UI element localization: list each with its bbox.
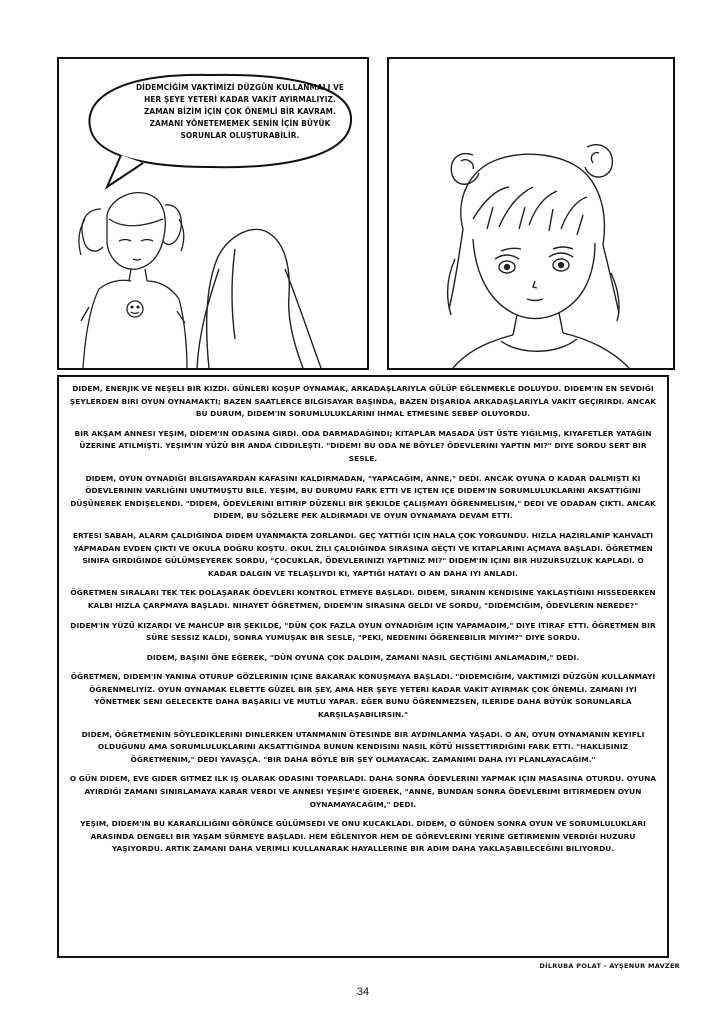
- story-paragraph: DIDEM'IN YÜZÜ KIZARDI VE MAHCUP BIR ŞEKILDE, "DÜN ÇOK FAZLA OYUN OYNADIĞIM IÇIN YAPAMADIM," DIYE ITIRAF ETTI. ÖĞRETMEN BIR SÜRE SESSIZ KALDI, SONRA YUMUŞAK BIR SESLE, "PEKI, NEDENINI ÖĞRENEBILIR MIYIM?" DIYE SORDU.: [70, 620, 656, 643]
- story-paragraph: DIDEM, BAŞINI ÖNE EĞEREK, "DÜN OYUNA ÇOK DALDIM, ZAMANI NASIL GEÇTIĞINI ANLAMADIM," DEDI.: [146, 652, 580, 662]
- author-credit: DİLRUBA POLAT - AYŞENUR MAVZER: [539, 962, 680, 970]
- comic-panel-right: [387, 57, 675, 370]
- story-paragraph: YEŞIM, DIDEM'IN BU KARARLILIĞINI GÖRÜNCE GÜLÜMSEDI VE ONU KUCAKLADI. DIDEM, O GÜNDEN SONRA OYUN VE SORUMLULUKLARI ARASINDA DENGELI BIR YAŞAM SÜRMEYE BAŞLADI. HEM EĞLENIYOR HEM DE GÖREVLERINI YERINE GETIRMENIN VERDIĞI HUZURU YAŞIYORDU. ARTIK ZAMANI DAHA VERIMLI KULLANARAK HAYALLERINE BIR ADIM DAHA YAKLAŞABILECEĞINI BILIYORDU.: [80, 819, 646, 854]
- panel-right-drawing: [389, 59, 673, 368]
- girl-closeup-figure: [448, 145, 629, 368]
- comic-panel-left: [57, 57, 369, 370]
- story-paragraph: ÖĞRETMEN, DIDEM'IN YANINA OTURUP GÖZLERININ IÇINE BAKARAK KONUŞMAYA BAŞLADI. "DIDEMCIĞIM, VAKTIMIZI DÜZGÜN KULLANMAYI ÖĞRENMELIYIZ. OYUN OYNAMAK ELBETTE GÜZEL BIR ŞEY, AMA HER ŞEYE YETERI KADAR VAKIT AYIRMAK ÇOK ÖNEMLI. ZAMANI IYI YÖNETMEK SENI GELECEKTE DAHA BAŞARILI VE MUTLU YAPAR. EĞER BUNU ÖĞRENMEZSEN, ILERIDE DAHA BÜYÜK SORUNLARLA KARŞILAŞABILIRSIN.": [70, 672, 656, 720]
- story-paragraph: O GÜN DIDEM, EVE GIDER GITMEZ ILK IŞ OLARAK ODASINI TOPARLADI. DAHA SONRA ÖDEVLERINI YAPMAK IÇIN MASASINA OTURDU. OYUNA AYIRDIĞI ZAMANI SINIRLAMAYA KARAR VERDI VE ANNESI YEŞIM'E GIDEREK, "ANNE, BUNDAN SONRA ÖDEVLERIMI BITIRMEDEN OYUN OYNAMAYACAĞIM," DEDI.: [69, 774, 657, 809]
- story-paragraph: ERTESI SABAH, ALARM ÇALDIĞINDA DIDEM UYANMAKTA ZORLANDI. GEÇ YATTIĞI IÇIN HALA ÇOK YORGUNDU. HIZLA HAZIRLANIP KAHVALTI YAPMADAN EVDEN ÇIKTI VE OKULA DOĞRU KOŞTU. OKUL ZILI ÇALDIĞINDA SIRASINA GEÇTI VE KITAPLARINI AÇMAYA BAŞLADI. ÖĞRETMEN SINIFA GIRDIĞINDE GÜLÜMSEYEREK SORDU, "ÇOCUKLAR, ÖDEVLERINIZI YAPTINIZ MI?" DIDEM'IN IÇINI BIR HUZURSUZLUK KAPLADI. O KADAR DALGIN VE TELAŞLIYDI KI, YAPTIĞI HATAYI O AN DAHA IYI ANLADI.: [72, 530, 654, 578]
- story-paragraph: DIDEM, OYUN OYNADIĞI BILGISAYARDAN KAFASINI KALDIRMADAN, "YAPACAĞIM, ANNE," DEDI. ANCAK OYUNA O KADAR DALMIŞTI KI ÖDEVLERININ VARLIĞINI UNUTMUŞTU BILE. YEŞIM, BU DURUMU FARK ETTI VE IÇTEN IÇE DIDEM'IN SORUMLULUKLARINI AKSATTIĞINI DÜŞÜNEREK ENDIŞELENDI. "DIDEM, ÖDEVLERINI BITIRIP DÜZENLI BIR ŞEKILDE ÇALIŞMAYI ÖĞRENMELISIN," DEDI VE ODADAN ÇIKTI. ANCAK DIDEM, BU SÖZLERE PEK ALDIRMADI VE OYUN OYNAMAYA DEVAM ETTI.: [70, 473, 656, 521]
- girl-figure: [79, 193, 187, 368]
- story-paragraph: DIDEM, ENERJIK VE NEŞELI BIR KIZDI. GÜNLERI KOŞUP OYNAMAK, ARKADAŞLARIYLA GÜLÜP EĞLENMEKLE DOLUYDU. DIDEM'IN EN SEVDIĞI ŞEYLERDEN BIRI OYUN OYNAMAKTI; BAZEN SAATLERCE BILGISAYAR BAŞINDA, BAZEN DIŞARIDA ARKADAŞLARIYLA VAKIT GEÇIRIRDI. ANCAK BU DURUM, DIDEM'IN SORUMLULUKLARINI IHMAL ETMESINE SEBEP OLUYORDU.: [69, 384, 657, 419]
- story-paragraph: DIDEM, ÖĞRETMENIN SÖYLEDIKLERINI DINLERKEN UTANMANIN ÖTESINDE BIR AYDINLANMA YAŞADI. O AN, OYUN OYNAMANIN KEYIFLI OLDUĞUNU AMA SORUMLULUKLARINI AKSATTIĞINDA BUNUN KENDISINI NASIL KÖTÜ HISSETTIRDIĞINI FARK ETTI. "HAKLISINIZ ÖĞRETMENIM," DEDI YAVAŞÇA. "BIR DAHA BÖYLE BIR ŞEY OLMAYACAK. ZAMANIMI DAHA IYI PLANLAYACAĞIM.": [81, 729, 645, 764]
- speech-bubble-text: DİDEMCİĞİM VAKTİMİZİ DÜZGÜN KULLANMALI VE HER ŞEYE YETERİ KADAR VAKİT AYIRMALIYIZ. ZAMAN BİZİM İÇİN ÇOK ÖNEMLİ BİR KAVRAM. ZAMANI YÖNETEMEMEK SENİN İÇİN BÜYÜK SORUNLAR OLUŞTURABİLİR.: [135, 82, 345, 140]
- page-number: 34: [356, 986, 370, 998]
- story-paragraph: ÖĞRETMEN SIRALARI TEK TEK DOLAŞARAK ÖDEVLERI KONTROL ETMEYE BAŞLADI. DIDEM, SIRANIN KENDISINE YAKLAŞTIĞINI HISSEDERKEN KALBI HIZLA ÇARPMAYA BAŞLADI. NIHAYET ÖĞRETMEN, DIDEM'IN SIRASINA GELDI VE SORDU, "DIDEMCIĞIM, ÖDEVLERIN NEREDE?": [70, 588, 656, 610]
- story-text-box: [57, 375, 669, 958]
- story-paragraph: BIR AKŞAM ANNESI YEŞIM, DIDEM'IN ODASINA GIRDI. ODA DARMADAĞINDI; KITAPLAR MASADA ÜST ÜSTE YIĞILMIŞ, KIYAFETLER YATAĞIN ÜZERINE ATILMIŞTI. YEŞIM'IN YÜZÜ BIR ANDA CIDDILEŞTI. "DIDEM! BU ODA NE BÖYLE? ÖDEVLERINI YAPTIN MI?" DIYE SORDU SERT BIR SESLE.: [74, 428, 652, 463]
- mother-figure: [197, 229, 321, 368]
